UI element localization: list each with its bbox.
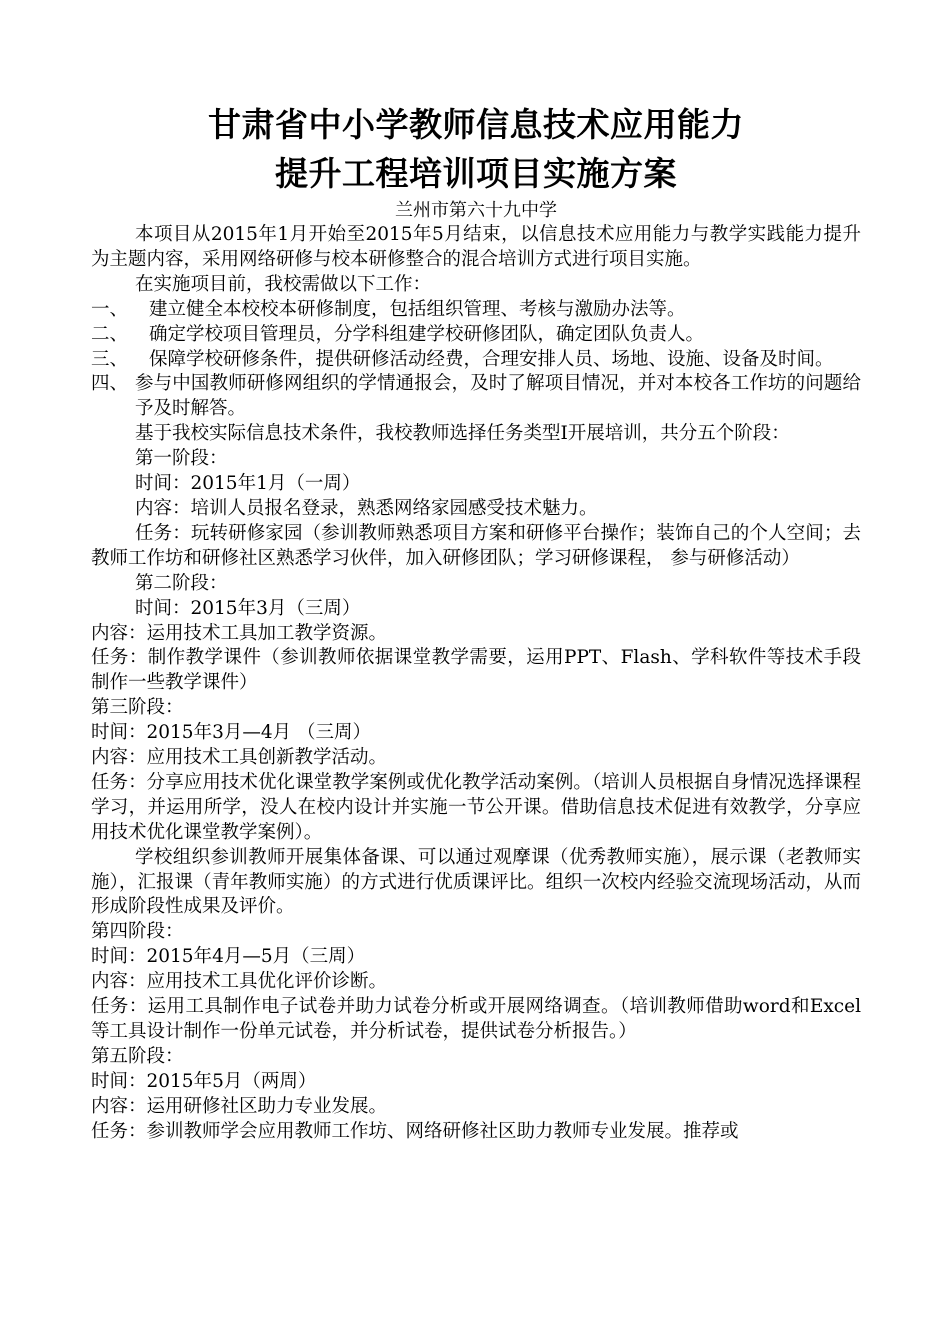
prep-item-text: 确定学校项目管理员，分学科组建学校研修团队，确定团队负责人。 — [149, 323, 705, 345]
stage-1-task: 任务：玩转研修家园（参训教师熟悉项目方案和研修平台操作；装饰自己的个人空间；去教师工作坊和研修社区熟悉学习伙伴，加入研修团队；学习研修课程， 参与研修活动） — [91, 522, 861, 569]
prep-item-marker: 一、 — [91, 298, 129, 320]
prep-item-1 — [91, 298, 861, 323]
stage-1-time: 时间：2015年1月（一周） — [135, 473, 361, 495]
stage-5-time: 时间：2015年5月（两周） — [91, 1070, 317, 1092]
stage-4-task: 任务：运用工具制作电子试卷并助力试卷分析或开展网络调查。（培训教师借助word和Excel等工具设计制作一份单元试卷，并分析试卷，提供试卷分析报告。） — [91, 996, 861, 1042]
prep-item-3 — [91, 348, 861, 373]
stage-3-extra: 学校组织参训教师开展集体备课、可以通过观摩课（优秀教师实施），展示课（老教师实施），汇报课（青年教师实施）的方式进行优质课评比。组织一次校内经验交流现场活动，从而形成阶段性成果及评价。 — [91, 846, 861, 918]
prep-item-text: 建立健全本校校本研修制度，包括组织管理、考核与激励办法等。 — [149, 298, 686, 320]
stage-5-task: 任务：参训教师学会应用教师工作坊、网络研修社区助力教师专业发展。推荐或 — [91, 1120, 739, 1142]
prep-item-marker: 二、 — [91, 323, 129, 345]
stage-4-content: 内容：应用技术工具优化评价诊断。 — [91, 971, 388, 993]
prep-item-4 — [91, 372, 861, 422]
document-title-line-1: 甘肃省中小学教师信息技术应用能力 — [208, 105, 744, 144]
document-page — [91, 100, 861, 1145]
prep-item-2 — [91, 323, 861, 348]
stage-2-content: 内容：运用技术工具加工教学资源。 — [91, 622, 388, 644]
stage-5-label: 第五阶段： — [91, 1045, 184, 1067]
prep-item-text: 参与中国教师研修网组织的学情通报会，及时了解项目情况，并对本校各工作坊的问题给予及时解答。 — [135, 373, 861, 420]
stage-5-content: 内容：运用研修社区助力专业发展。 — [91, 1095, 388, 1117]
stage-3-content: 内容：应用技术工具创新教学活动。 — [91, 747, 388, 769]
stages-lead: 基于我校实际信息技术条件，我校教师选择任务类型Ⅰ开展培训，共分五个阶段： — [135, 423, 790, 445]
document-title-line-2: 提升工程培训项目实施方案 — [275, 154, 677, 193]
stage-4-label: 第四阶段： — [91, 921, 184, 943]
prep-item-marker: 四、 — [91, 373, 129, 395]
stage-1-content: 内容：培训人员报名登录，熟悉网络家园感受技术魅力。 — [135, 497, 598, 519]
stage-2-task: 任务：制作教学课件（参训教师依据课堂教学需要，运用PPT、Flash、学科软件等技术手段制作一些教学课件） — [91, 647, 861, 694]
stage-2-time: 时间：2015年3月（三周） — [135, 597, 361, 619]
stage-3-task: 任务：分享应用技术优化课堂教学案例或优化教学活动案例。（培训人员根据自身情况选择课程学习，并运用所学，没人在校内设计并实施一节公开课。借助信息技术促进有效教学，分享应用技术优化课堂教学案例）。 — [91, 771, 861, 843]
stage-3-label: 第三阶段： — [91, 697, 184, 719]
school-name: 兰州市第六十九中学 — [395, 200, 557, 221]
prep-item-text: 保障学校研修条件，提供研修活动经费，合理安排人员、场地、设施、设备及时间。 — [149, 348, 834, 370]
stage-4-time: 时间：2015年4月—5月（三周） — [91, 946, 366, 968]
stage-2-label: 第二阶段： — [135, 572, 228, 594]
prep-lead: 在实施项目前，我校需做以下工作： — [135, 273, 432, 295]
stage-1-label: 第一阶段： — [135, 448, 228, 470]
prep-item-marker: 三、 — [91, 348, 129, 370]
intro-paragraph: 本项目从2015年1月开始至2015年5月结束，以信息技术应用能力与教学实践能力提升为主题内容，采用网络研修与校本研修整合的混合培训方式进行项目实施。 — [91, 224, 861, 270]
stage-3-time: 时间：2015年3月—4月 （三周） — [91, 722, 372, 744]
